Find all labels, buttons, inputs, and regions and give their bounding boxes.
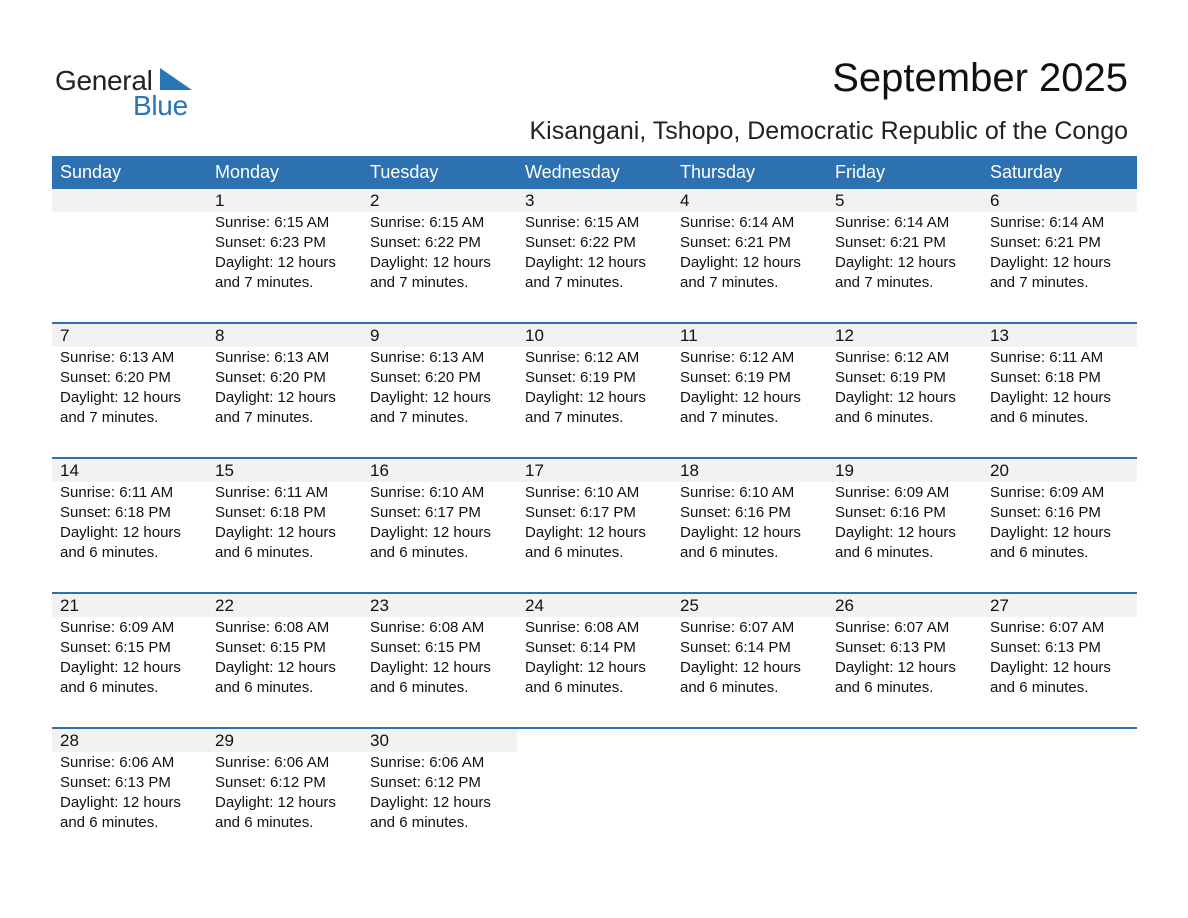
empty-day-cell [672, 729, 827, 862]
day-sunrise: Sunrise: 6:09 AM [60, 619, 175, 636]
logo-triangle-icon [160, 68, 192, 92]
day-daylight: Daylight: 12 hours [60, 524, 181, 541]
day-info [207, 212, 362, 293]
day-sunrise: Sunrise: 6:06 AM [60, 754, 175, 771]
day-info [982, 482, 1137, 563]
logo [55, 62, 205, 122]
day-number: 18 [672, 459, 827, 482]
day-sunrise: Sunrise: 6:06 AM [215, 754, 330, 771]
day-info [827, 482, 982, 563]
day-info [362, 617, 517, 698]
day-sunset: Sunset: 6:19 PM [525, 369, 636, 386]
day-sunrise: Sunrise: 6:13 AM [215, 349, 330, 366]
day-sunrise: Sunrise: 6:12 AM [835, 349, 950, 366]
location-subtitle: Kisangani, Tshopo, Democratic Republic of the Congo [529, 117, 1128, 145]
day-daylight: Daylight: 12 hours [680, 254, 801, 271]
day-cell [517, 594, 672, 727]
day-cell [982, 459, 1137, 592]
day-cell [52, 324, 207, 457]
day-number: 16 [362, 459, 517, 482]
day-sunset: Sunset: 6:15 PM [370, 639, 481, 656]
day-cell [207, 324, 362, 457]
weekday-thursday: Thursday [680, 162, 756, 182]
day-number: 4 [672, 189, 827, 212]
day-info [207, 482, 362, 563]
day-cell [672, 594, 827, 727]
day-sunset: Sunset: 6:18 PM [990, 369, 1101, 386]
calendar-week [52, 189, 1137, 322]
day-minutes: and 7 minutes. [835, 274, 934, 291]
day-cell [827, 189, 982, 322]
day-sunrise: Sunrise: 6:15 AM [370, 214, 485, 231]
day-sunset: Sunset: 6:23 PM [215, 234, 326, 251]
day-info [827, 212, 982, 293]
day-info [52, 482, 207, 563]
day-number: 6 [982, 189, 1137, 212]
empty-day-cell [982, 729, 1137, 862]
day-minutes: and 6 minutes. [60, 544, 159, 561]
day-cell [982, 324, 1137, 457]
day-sunset: Sunset: 6:16 PM [835, 504, 946, 521]
day-sunset: Sunset: 6:16 PM [990, 504, 1101, 521]
day-daylight: Daylight: 12 hours [370, 524, 491, 541]
day-sunrise: Sunrise: 6:08 AM [370, 619, 485, 636]
day-sunset: Sunset: 6:14 PM [680, 639, 791, 656]
day-sunset: Sunset: 6:15 PM [60, 639, 171, 656]
day-number: 20 [982, 459, 1137, 482]
day-cell [52, 729, 207, 862]
day-number: 7 [52, 324, 207, 347]
day-cell [362, 459, 517, 592]
day-sunset: Sunset: 6:18 PM [60, 504, 171, 521]
day-minutes: and 6 minutes. [835, 409, 934, 426]
day-minutes: and 7 minutes. [680, 274, 779, 291]
day-cell [982, 189, 1137, 322]
day-daylight: Daylight: 12 hours [835, 254, 956, 271]
day-minutes: and 6 minutes. [215, 679, 314, 696]
day-daylight: Daylight: 12 hours [525, 389, 646, 406]
day-number: 9 [362, 324, 517, 347]
day-number: 17 [517, 459, 672, 482]
day-sunrise: Sunrise: 6:13 AM [60, 349, 175, 366]
day-info [362, 347, 517, 428]
day-info [207, 752, 362, 833]
day-cell [827, 594, 982, 727]
weekday-saturday: Saturday [990, 162, 1063, 182]
day-sunset: Sunset: 6:14 PM [525, 639, 636, 656]
day-sunrise: Sunrise: 6:08 AM [215, 619, 330, 636]
day-sunset: Sunset: 6:20 PM [370, 369, 481, 386]
day-minutes: and 6 minutes. [215, 814, 314, 831]
day-daylight: Daylight: 12 hours [990, 254, 1111, 271]
day-cell [52, 594, 207, 727]
day-sunrise: Sunrise: 6:11 AM [990, 349, 1104, 366]
day-minutes: and 6 minutes. [835, 544, 934, 561]
day-sunset: Sunset: 6:19 PM [835, 369, 946, 386]
day-number: 5 [827, 189, 982, 212]
day-daylight: Daylight: 12 hours [525, 524, 646, 541]
day-cell [517, 189, 672, 322]
day-sunset: Sunset: 6:12 PM [370, 774, 481, 791]
day-minutes: and 6 minutes. [370, 814, 469, 831]
day-number: 8 [207, 324, 362, 347]
day-daylight: Daylight: 12 hours [215, 389, 336, 406]
calendar-weeks [52, 189, 1137, 862]
day-sunrise: Sunrise: 6:15 AM [525, 214, 640, 231]
day-cell [362, 729, 517, 862]
page-title: September 2025 [832, 56, 1128, 100]
day-info [672, 347, 827, 428]
calendar-week [52, 727, 1137, 862]
day-daylight: Daylight: 12 hours [680, 389, 801, 406]
day-sunset: Sunset: 6:12 PM [215, 774, 326, 791]
day-info [52, 347, 207, 428]
empty-day-bar [52, 189, 207, 212]
day-minutes: and 7 minutes. [680, 409, 779, 426]
day-daylight: Daylight: 12 hours [990, 659, 1111, 676]
day-sunrise: Sunrise: 6:15 AM [215, 214, 330, 231]
day-daylight: Daylight: 12 hours [990, 389, 1111, 406]
day-daylight: Daylight: 12 hours [60, 389, 181, 406]
day-sunset: Sunset: 6:13 PM [990, 639, 1101, 656]
day-minutes: and 6 minutes. [370, 544, 469, 561]
day-info [52, 752, 207, 833]
day-daylight: Daylight: 12 hours [370, 659, 491, 676]
day-info [362, 212, 517, 293]
day-number: 26 [827, 594, 982, 617]
day-info [672, 482, 827, 563]
day-number: 25 [672, 594, 827, 617]
day-minutes: and 7 minutes. [370, 274, 469, 291]
day-sunrise: Sunrise: 6:07 AM [835, 619, 950, 636]
weekday-friday: Friday [835, 162, 886, 182]
day-sunrise: Sunrise: 6:12 AM [680, 349, 795, 366]
day-minutes: and 6 minutes. [990, 679, 1089, 696]
day-number: 11 [672, 324, 827, 347]
day-daylight: Daylight: 12 hours [370, 389, 491, 406]
day-daylight: Daylight: 12 hours [990, 524, 1111, 541]
day-sunrise: Sunrise: 6:08 AM [525, 619, 640, 636]
day-daylight: Daylight: 12 hours [215, 659, 336, 676]
day-minutes: and 7 minutes. [215, 409, 314, 426]
day-info [517, 617, 672, 698]
weekday-tuesday: Tuesday [370, 162, 439, 182]
empty-day-cell [827, 729, 982, 862]
day-sunset: Sunset: 6:13 PM [835, 639, 946, 656]
day-number: 2 [362, 189, 517, 212]
day-info [52, 617, 207, 698]
day-sunset: Sunset: 6:21 PM [990, 234, 1101, 251]
day-sunset: Sunset: 6:20 PM [60, 369, 171, 386]
weekday-header [52, 156, 1137, 189]
weekday-wednesday: Wednesday [525, 162, 620, 182]
day-cell [207, 459, 362, 592]
day-daylight: Daylight: 12 hours [60, 794, 181, 811]
day-sunset: Sunset: 6:16 PM [680, 504, 791, 521]
day-number: 24 [517, 594, 672, 617]
empty-day-cell [517, 729, 672, 862]
day-daylight: Daylight: 12 hours [525, 659, 646, 676]
day-daylight: Daylight: 12 hours [215, 254, 336, 271]
day-sunset: Sunset: 6:15 PM [215, 639, 326, 656]
day-cell [982, 594, 1137, 727]
day-minutes: and 6 minutes. [680, 544, 779, 561]
day-sunrise: Sunrise: 6:07 AM [990, 619, 1105, 636]
day-cell [362, 324, 517, 457]
day-daylight: Daylight: 12 hours [680, 524, 801, 541]
day-sunrise: Sunrise: 6:11 AM [60, 484, 174, 501]
day-info [207, 347, 362, 428]
day-minutes: and 7 minutes. [60, 409, 159, 426]
day-minutes: and 6 minutes. [990, 544, 1089, 561]
day-number: 10 [517, 324, 672, 347]
day-sunset: Sunset: 6:21 PM [680, 234, 791, 251]
day-info [517, 212, 672, 293]
day-info [982, 617, 1137, 698]
day-info [517, 482, 672, 563]
day-cell [672, 324, 827, 457]
day-daylight: Daylight: 12 hours [370, 794, 491, 811]
day-info [982, 212, 1137, 293]
day-info [672, 212, 827, 293]
day-number: 29 [207, 729, 362, 752]
day-sunrise: Sunrise: 6:12 AM [525, 349, 640, 366]
day-cell [207, 729, 362, 862]
day-sunset: Sunset: 6:17 PM [370, 504, 481, 521]
day-number: 12 [827, 324, 982, 347]
day-cell [362, 189, 517, 322]
day-sunrise: Sunrise: 6:10 AM [680, 484, 795, 501]
day-sunset: Sunset: 6:22 PM [370, 234, 481, 251]
day-cell [672, 459, 827, 592]
weekday-sunday: Sunday [60, 162, 122, 182]
day-number: 23 [362, 594, 517, 617]
day-cell [517, 459, 672, 592]
calendar-week [52, 592, 1137, 727]
weekday-monday: Monday [215, 162, 280, 182]
calendar-week [52, 322, 1137, 457]
day-info [672, 617, 827, 698]
day-sunset: Sunset: 6:21 PM [835, 234, 946, 251]
day-number: 27 [982, 594, 1137, 617]
day-minutes: and 7 minutes. [525, 409, 624, 426]
day-cell [517, 324, 672, 457]
day-number: 21 [52, 594, 207, 617]
day-info [207, 617, 362, 698]
day-cell [207, 189, 362, 322]
day-daylight: Daylight: 12 hours [60, 659, 181, 676]
day-sunrise: Sunrise: 6:09 AM [835, 484, 950, 501]
day-sunrise: Sunrise: 6:06 AM [370, 754, 485, 771]
day-minutes: and 7 minutes. [990, 274, 1089, 291]
day-sunrise: Sunrise: 6:07 AM [680, 619, 795, 636]
day-number: 3 [517, 189, 672, 212]
day-minutes: and 7 minutes. [525, 274, 624, 291]
day-sunrise: Sunrise: 6:14 AM [835, 214, 950, 231]
day-info [827, 617, 982, 698]
day-cell [827, 459, 982, 592]
day-cell [827, 324, 982, 457]
calendar-week [52, 457, 1137, 592]
day-sunset: Sunset: 6:17 PM [525, 504, 636, 521]
day-sunrise: Sunrise: 6:13 AM [370, 349, 485, 366]
day-sunset: Sunset: 6:20 PM [215, 369, 326, 386]
calendar [52, 156, 1137, 862]
day-minutes: and 6 minutes. [60, 679, 159, 696]
day-info [362, 482, 517, 563]
day-minutes: and 6 minutes. [990, 409, 1089, 426]
day-number: 19 [827, 459, 982, 482]
day-sunset: Sunset: 6:18 PM [215, 504, 326, 521]
day-minutes: and 6 minutes. [60, 814, 159, 831]
day-sunrise: Sunrise: 6:11 AM [215, 484, 329, 501]
day-sunset: Sunset: 6:13 PM [60, 774, 171, 791]
empty-day-cell [52, 189, 207, 322]
day-info [827, 347, 982, 428]
logo-text-blue: Blue [133, 90, 188, 121]
day-sunrise: Sunrise: 6:14 AM [990, 214, 1105, 231]
day-info [517, 347, 672, 428]
day-number: 15 [207, 459, 362, 482]
day-minutes: and 7 minutes. [215, 274, 314, 291]
day-daylight: Daylight: 12 hours [370, 254, 491, 271]
day-sunrise: Sunrise: 6:09 AM [990, 484, 1105, 501]
day-cell [207, 594, 362, 727]
day-daylight: Daylight: 12 hours [680, 659, 801, 676]
day-sunrise: Sunrise: 6:14 AM [680, 214, 795, 231]
day-daylight: Daylight: 12 hours [835, 659, 956, 676]
day-cell [52, 459, 207, 592]
day-sunset: Sunset: 6:22 PM [525, 234, 636, 251]
logo-text-general: General [55, 65, 153, 96]
day-cell [672, 189, 827, 322]
day-minutes: and 6 minutes. [215, 544, 314, 561]
day-minutes: and 6 minutes. [525, 544, 624, 561]
day-info [982, 347, 1137, 428]
day-daylight: Daylight: 12 hours [215, 524, 336, 541]
day-daylight: Daylight: 12 hours [215, 794, 336, 811]
day-sunrise: Sunrise: 6:10 AM [370, 484, 485, 501]
day-daylight: Daylight: 12 hours [835, 524, 956, 541]
day-minutes: and 6 minutes. [370, 679, 469, 696]
day-number: 28 [52, 729, 207, 752]
day-number: 1 [207, 189, 362, 212]
day-daylight: Daylight: 12 hours [835, 389, 956, 406]
day-cell [362, 594, 517, 727]
day-sunset: Sunset: 6:19 PM [680, 369, 791, 386]
day-minutes: and 6 minutes. [835, 679, 934, 696]
day-number: 13 [982, 324, 1137, 347]
day-number: 30 [362, 729, 517, 752]
day-number: 22 [207, 594, 362, 617]
day-minutes: and 7 minutes. [370, 409, 469, 426]
day-minutes: and 6 minutes. [525, 679, 624, 696]
day-sunrise: Sunrise: 6:10 AM [525, 484, 640, 501]
day-number: 14 [52, 459, 207, 482]
day-daylight: Daylight: 12 hours [525, 254, 646, 271]
day-info [362, 752, 517, 833]
day-minutes: and 6 minutes. [680, 679, 779, 696]
